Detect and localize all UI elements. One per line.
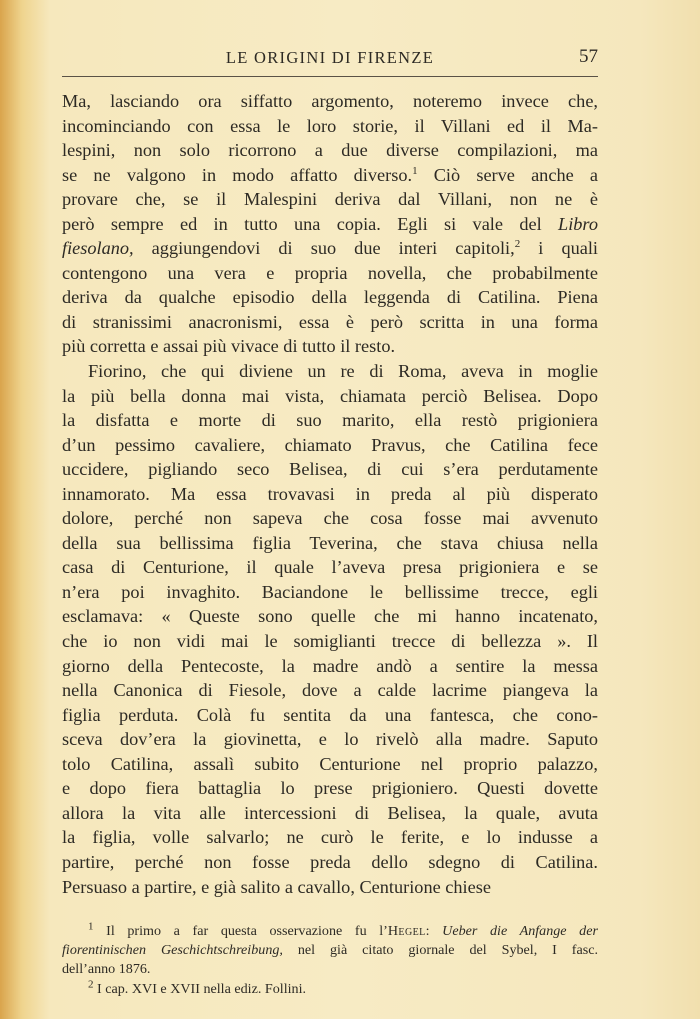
text-line: casa di Centurione, il quale l’aveva presa prigioniera e se [62, 557, 598, 578]
text-segment: Ciò serve anche a [417, 164, 598, 185]
text-line: n’era poi invaghito. Baciandone le bellissime trecce, egli [62, 581, 598, 602]
text-line: provare che, se il Malespini deriva dal Villani, non ne è [62, 189, 598, 210]
footnotes [62, 922, 598, 999]
footnote-2 [62, 977, 598, 999]
text-line: tolo Catilina, assalì subito Centurione nel proprio palazzo, [62, 753, 598, 774]
footnote-1-line-2 [62, 941, 598, 960]
text-line: deriva da qualche episodio della leggenda di Catilina. Piena [62, 287, 598, 308]
text-segment: se ne valgono in modo affatto diverso. [62, 164, 413, 185]
footnote-marker: 2 [88, 977, 94, 990]
header-rule [62, 76, 598, 77]
text-line: della sua bellissima figlia Teverina, che stava chiusa nella [62, 532, 598, 553]
text-segment: nel già citato giornale del Sybel, I fasc. [282, 942, 598, 959]
text-segment: i quali [520, 238, 598, 259]
text-line: contengono una vera e propria novella, che probabilmente [62, 262, 598, 283]
text-line: che io non vidi mai le somiglianti trecce di bellezza ». Il [62, 631, 598, 652]
text-line: innamorato. Ma essa trovavasi in preda al più disperato [62, 483, 598, 504]
text-line: Persuaso a partire, e già salito a cavallo, Centurione chiese [62, 876, 491, 897]
body-text [62, 89, 598, 899]
text-line: la più bella donna mai vista, chiamata perciò Belisea. Dopo [62, 385, 598, 406]
footnote-reference: 1 [412, 164, 418, 177]
text-line: la disfatta e morte di suo marito, ella restò prigioniera [62, 410, 598, 431]
italic-title: Libro [558, 213, 598, 234]
italic-title: Ueber die Anfange der [442, 923, 598, 939]
text-line: sceva dov’era la giovinetta, e lo rivelò alla madre. Saputo [62, 729, 598, 750]
page-header [62, 46, 598, 70]
text-segment: : [425, 923, 443, 939]
text-line: nella Canonica di Fiesole, dove a calde lacrime piangeva la [62, 680, 598, 701]
text-line: giorno della Pentecoste, la madre andò a sentire la messa [62, 655, 598, 676]
text-line: uccidere, pigliando seco Belisea, di cui s’era perdutamente [62, 459, 598, 480]
text-line [62, 236, 598, 261]
text-line: esclamava: « Queste sono quelle che mi hanno incatenato, [62, 606, 598, 627]
footnote-reference: 2 [514, 238, 521, 251]
text-line: lespini, non solo ricorrono a due diverse compilazioni, ma [62, 140, 598, 161]
text-segment: I cap. XVI e XVII nella ediz. Follini. [93, 980, 307, 997]
text-line: incominciando con essa le loro storie, il Villani ed il Ma- [62, 115, 598, 136]
text-line [62, 212, 598, 237]
text-line: Ma, lasciando ora siffatto argomento, noteremo invece che, [62, 91, 598, 111]
text-line: figlia perduta. Colà fu sentita da una fantesca, che cono- [62, 704, 598, 725]
text-line: dolore, perché non sapeva che cosa fosse mai avvenuto [62, 508, 598, 529]
page-number: 57 [579, 46, 598, 67]
text-segment: però sempre ed in tutto una copia. Egli si vale del [62, 213, 559, 234]
text-segment: aggiungendovi di suo due interi capitoli, [133, 238, 515, 259]
text-line: la figlia, volle salvarlo; ne curò le ferite, e lo indusse a [62, 827, 598, 848]
text-line: e dopo fiera battaglia lo prese prigioniero. Questi dovette [62, 778, 598, 799]
text-line: più corretta e assai più vivace di tutto il resto. [62, 336, 396, 357]
footnote-1-line-3: dell’anno 1876. [62, 961, 151, 978]
text-line: di stranissimi anacronismi, essa è però scritta in una forma [62, 311, 598, 332]
italic-title: fiesolano, [62, 238, 134, 259]
footnote-1 [62, 922, 598, 941]
text-line: d’un pessimo cavaliere, chiamato Pravus, che Catilina fece [62, 434, 598, 455]
text-line: partire, perché non fosse preda dello sdegno di Catilina. [62, 851, 598, 872]
footnote-marker: 1 [88, 920, 94, 933]
running-title: LE ORIGINI DI FIRENZE [225, 48, 435, 67]
text-line: allora la vita alle intercessioni di Belisea, la quale, avuta [62, 802, 598, 823]
text-line: Fiorino, che qui diviene un re di Roma, aveva in moglie [88, 361, 598, 382]
text-line [62, 163, 598, 188]
author-name: Hegel [387, 923, 426, 939]
italic-title: fiorentinischen Geschichtschreibung, [62, 942, 283, 959]
text-segment: Il primo a far questa osservazione fu l’ [93, 923, 388, 939]
